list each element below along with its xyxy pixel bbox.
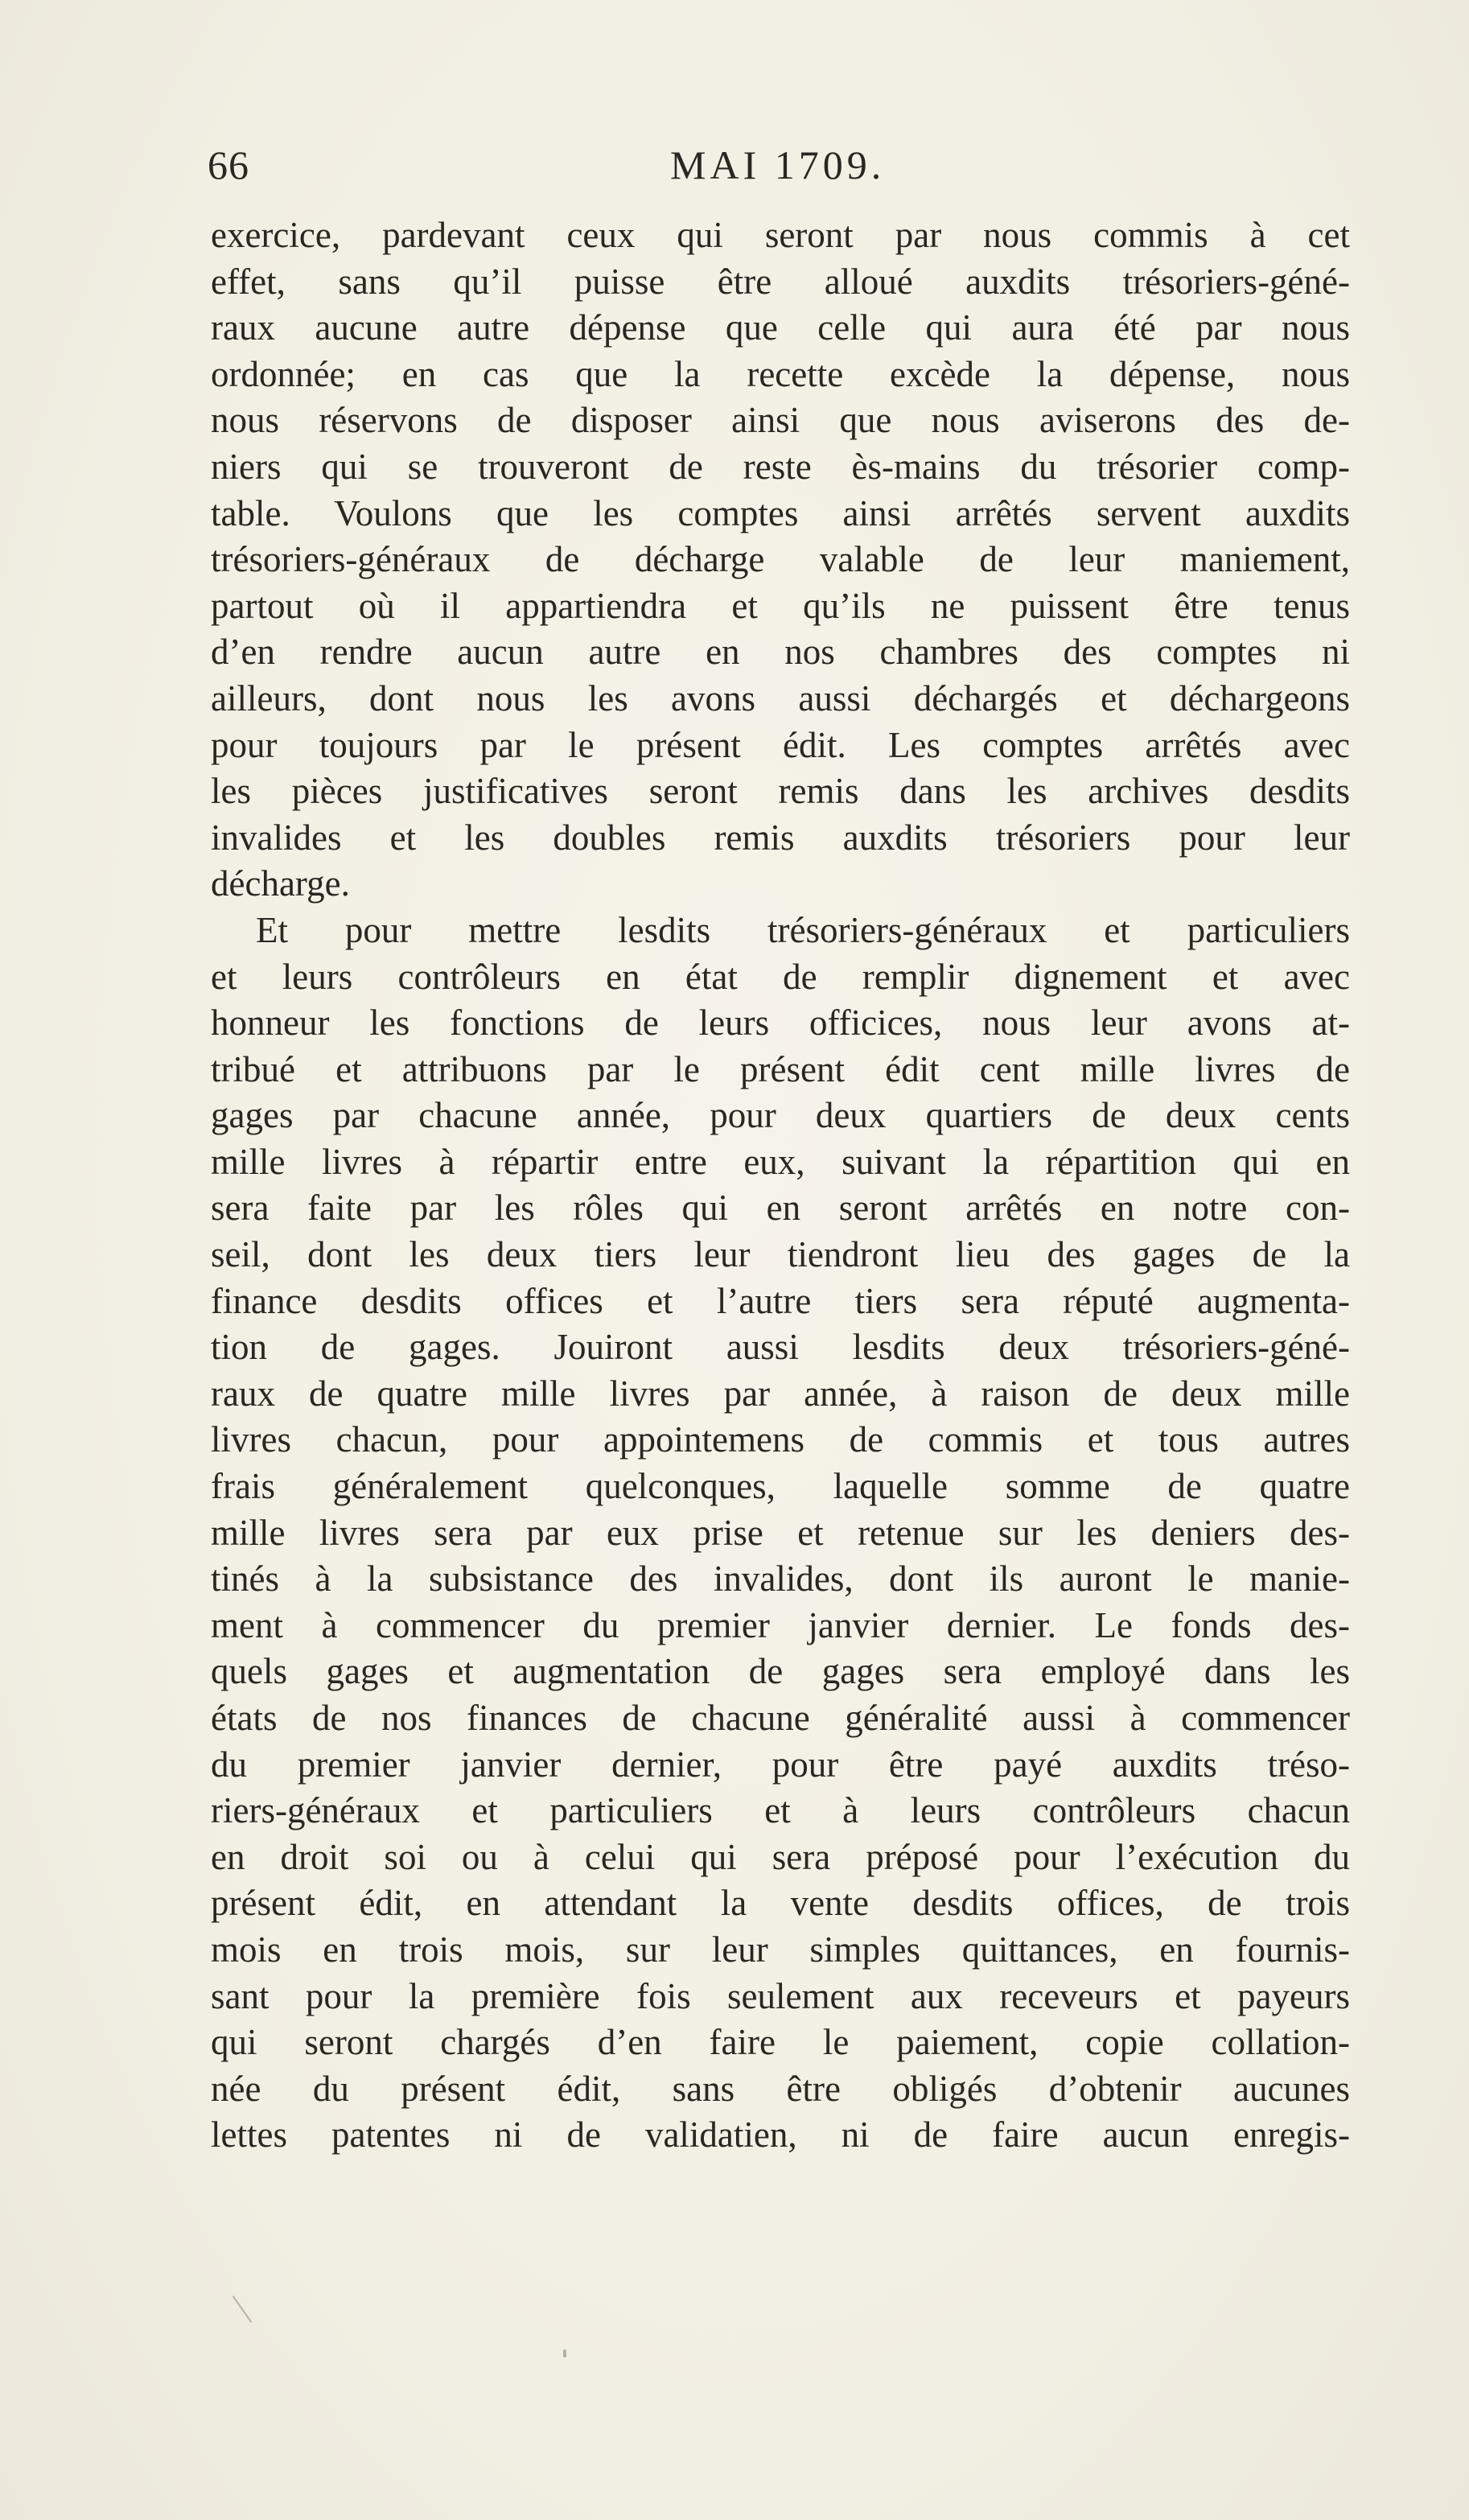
text-line: nous réservons de disposer ainsi que nous aviserons des de- [211, 400, 1350, 441]
text-line: trésoriers-généraux de décharge valable de leur maniement, [211, 539, 1350, 580]
text-line: mille livres à répartir entre eux, suivant la répartition qui en [211, 1141, 1350, 1182]
paragraph-start-line: Et pour mettre lesdits trésoriers-généraux et particuliers [256, 909, 1350, 950]
text-line: ordonnée; en cas que la recette excède la dépense, nous [211, 353, 1350, 394]
text-line: raux aucune autre dépense que celle qui aura été par nous [211, 307, 1350, 348]
text-line: tribué et attribuons par le présent édit cent mille livres de [211, 1048, 1350, 1089]
text-line: mois en trois mois, sur leur simples quittances, en fournis- [211, 1929, 1350, 1970]
running-head [208, 142, 1350, 198]
text-line: table. Voulons que les comptes ainsi arrêtés servent auxdits [211, 492, 1350, 533]
text-line: seil, dont les deux tiers leur tiendront lieu des gages de la [211, 1234, 1350, 1275]
text-line: lettes patentes ni de validatien, ni de faire aucun enregis- [211, 2114, 1350, 2156]
text-line: mille livres sera par eux prise et retenue sur les deniers des- [211, 1512, 1350, 1553]
ink-speck [563, 2349, 566, 2357]
text-line: frais généralement quelconques, laquelle somme de quatre [211, 1466, 1350, 1507]
text-line: sant pour la première fois seulement aux receveurs et payeurs [211, 1975, 1350, 2016]
text-line: qui seront chargés d’en faire le paiement, copie collation- [211, 2022, 1350, 2063]
paragraph-end-line: décharge. [211, 863, 350, 904]
text-line: pour toujours par le présent édit. Les comptes arrêtés avec [211, 724, 1350, 765]
text-line: livres chacun, pour appointemens de commis et tous autres [211, 1419, 1350, 1460]
text-line: sera faite par les rôles qui en seront arrêtés en notre con- [211, 1188, 1350, 1229]
text-line: états de nos finances de chacune généralité aussi à commencer [211, 1698, 1350, 1738]
text-line: présent édit, en attendant la vente desdits offices, de trois [211, 1883, 1350, 1924]
text-line: en droit soi ou à celui qui sera préposé pour l’exécution du [211, 1836, 1350, 1877]
text-line: effet, sans qu’il puisse être alloué auxdits trésoriers-géné- [211, 261, 1350, 302]
body-text [211, 212, 1350, 2159]
paper-mark [232, 2296, 253, 2323]
text-line: née du présent édit, sans être obligés d’obtenir aucunes [211, 2068, 1350, 2109]
text-line: ment à commencer du premier janvier dernier. Le fonds des- [211, 1604, 1350, 1645]
text-line: partout où il appartiendra et qu’ils ne puissent être tenus [211, 585, 1350, 626]
text-line: du premier janvier dernier, pour être payé auxdits tréso- [211, 1744, 1350, 1785]
text-line: exercice, pardevant ceux qui seront par nous commis à cet [211, 215, 1350, 255]
text-line: gages par chacune année, pour deux quartiers de deux cents [211, 1095, 1350, 1136]
page-number: 66 [208, 142, 249, 187]
text-line: les pièces justificatives seront remis dans les archives desdits [211, 771, 1350, 812]
text-line: d’en rendre aucun autre en nos chambres des comptes ni [211, 632, 1350, 673]
text-line: honneur les fonctions de leurs officices, nous leur avons at- [211, 1003, 1350, 1044]
text-line: invalides et les doubles remis auxdits trésoriers pour leur [211, 817, 1350, 858]
text-line: tinés à la subsistance des invalides, dont ils auront le manie- [211, 1559, 1350, 1600]
text-line: ailleurs, dont nous les avons aussi déchargés et déchargeons [211, 677, 1350, 719]
text-line: niers qui se trouveront de reste ès-mains du trésorier comp- [211, 446, 1350, 487]
text-line: raux de quatre mille livres par année, à raison de deux mille [211, 1373, 1350, 1414]
text-line: riers-généraux et particuliers et à leurs contrôleurs chacun [211, 1790, 1350, 1831]
text-line: et leurs contrôleurs en état de remplir dignement et avec [211, 956, 1350, 997]
text-line: quels gages et augmentation de gages sera employé dans les [211, 1651, 1350, 1692]
text-line: finance desdits offices et l’autre tiers sera réputé augmenta- [211, 1280, 1350, 1321]
text-line: tion de gages. Jouiront aussi lesdits deux trésoriers-géné- [211, 1327, 1350, 1368]
running-title: MAI 1709. [670, 142, 886, 187]
